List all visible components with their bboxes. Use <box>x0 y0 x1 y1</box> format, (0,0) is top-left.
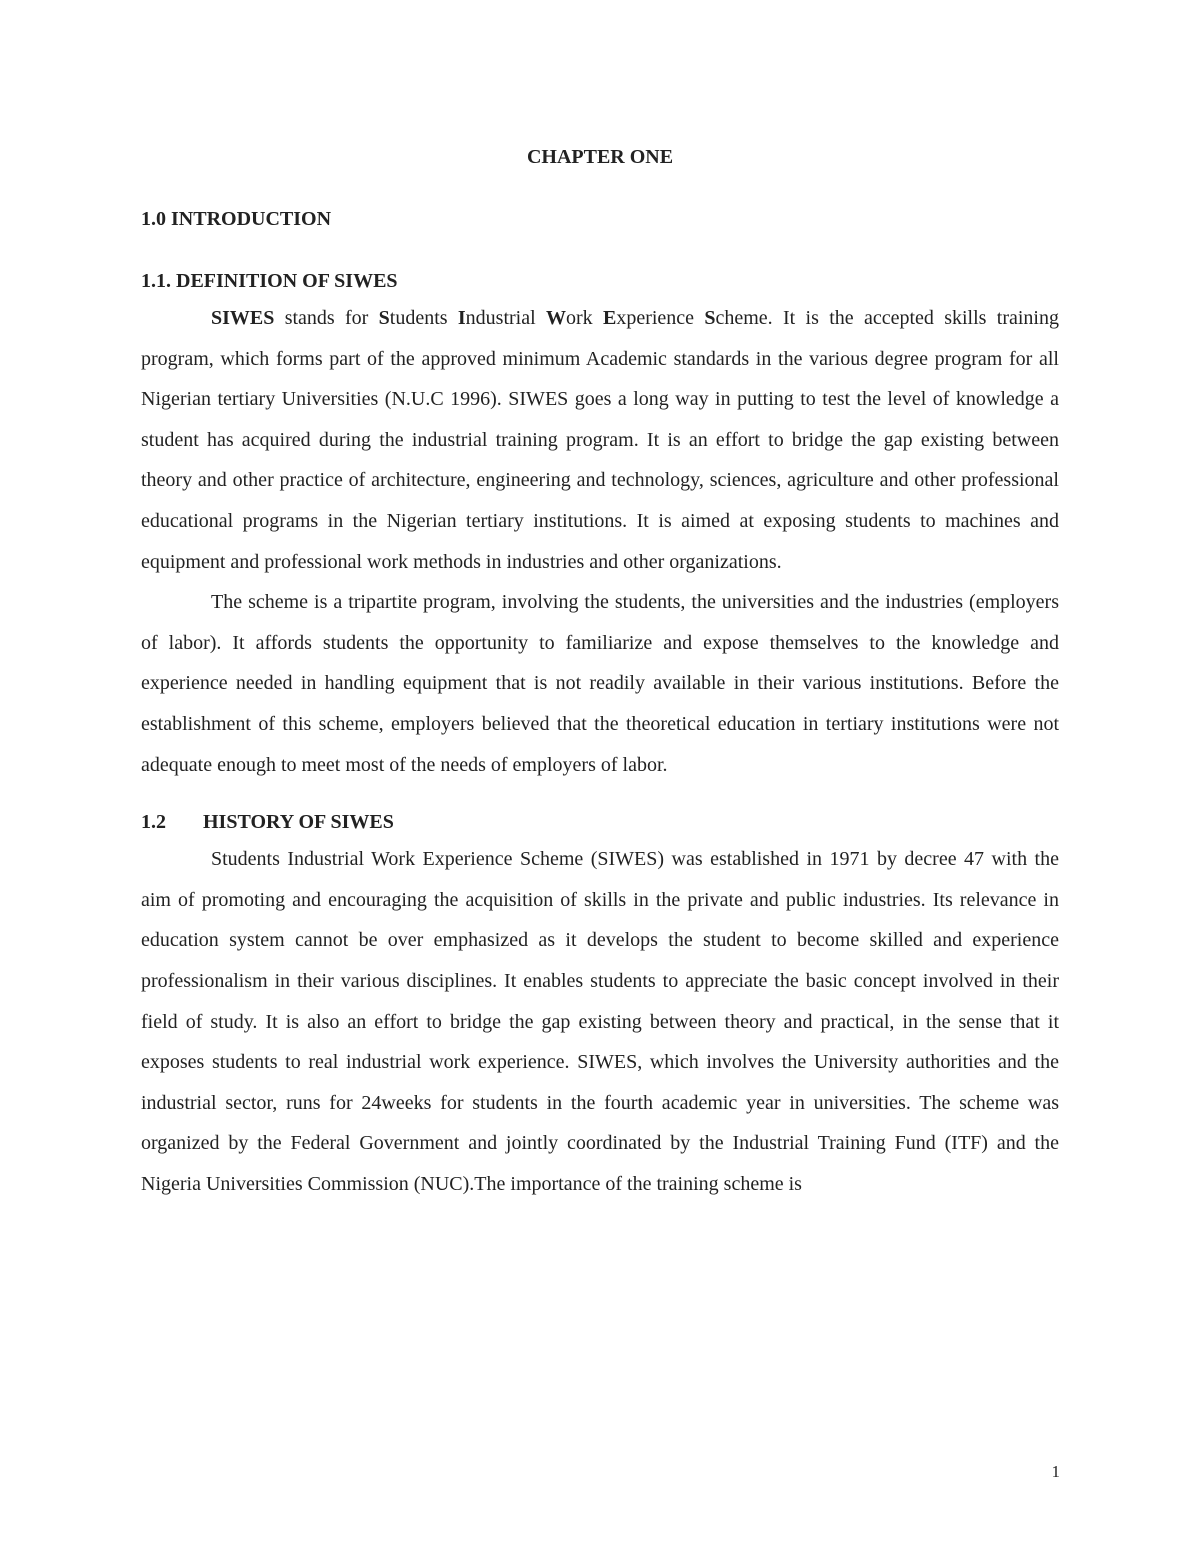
paragraph-definition-2: The scheme is a tripartite program, involving the students, the universities and the industries (employers of labor). It affords students the opportunity to familiarize and expose themselves to the knowledge and experience needed in handling equipment that is not readily available in their various institutions. Before the establishment of this scheme, employers believed that the theoretical education in tertiary institutions were not adequate enough to meet most of the needs of employers of labor. <box>141 591 1059 776</box>
section-heading-definition: 1.1. DEFINITION OF SIWES <box>141 270 398 292</box>
text-segment: cheme. It is the accepted skills training program, which forms part of the approved minimum Academic standards in the various degree program for all Nigerian tertiary Universities (N.U.C 1996). SIWES goes a long way in putting to test the level of knowledge a student has acquired during the industrial training program. It is an effort to bridge the gap existing between theory and other practice of architecture, engineering and technology, sciences, agriculture and other professional educational programs in the Nigerian tertiary institutions. It is aimed at exposing students to machines and equipment and professional work methods in industries and other organizations. <box>141 307 1059 573</box>
text-segment: ndustrial <box>465 307 546 329</box>
page-content <box>141 140 1059 1204</box>
acronym-letter: E <box>602 307 617 329</box>
page-number: 1 <box>1051 1462 1060 1481</box>
text-segment: ork <box>565 307 603 329</box>
acronym-letter: W <box>545 307 566 329</box>
section-heading-history <box>141 805 1059 839</box>
paragraph-definition-1 <box>141 298 1059 582</box>
acronym-letter: I <box>457 307 466 329</box>
acronym-letter: S <box>704 307 716 329</box>
text-segment: tudents <box>389 307 458 329</box>
chapter-title: CHAPTER ONE <box>526 146 674 168</box>
acronym-letter: S <box>378 307 390 329</box>
text-segment: xperience <box>616 307 705 329</box>
text-segment: stands for <box>274 307 379 329</box>
section-number: 1.2 <box>141 811 166 834</box>
section-title: HISTORY OF SIWES <box>203 811 394 834</box>
section-heading-introduction: 1.0 INTRODUCTION <box>141 208 332 230</box>
paragraph-history-1: Students Industrial Work Experience Scheme (SIWES) was established in 1971 by decree 47 with the aim of promoting and encouraging the acquisition of skills in the private and public industries. Its relevance in education system cannot be over emphasized as it develops the student to become skilled and experience professionalism in their various disciplines. It enables students to appreciate the basic concept involved in their field of study. It is also an effort to bridge the gap existing between theory and practical, in the sense that it exposes students to real industrial work experience. SIWES, which involves the University authorities and the industrial sector, runs for 24weeks for students in the fourth academic year in universities. The scheme was organized by the Federal Government and jointly coordinated by the Industrial Training Fund (ITF) and the Nigeria Universities Commission (NUC).The importance of the training scheme is <box>141 848 1059 1195</box>
siwes-acronym: SIWES <box>211 307 275 329</box>
